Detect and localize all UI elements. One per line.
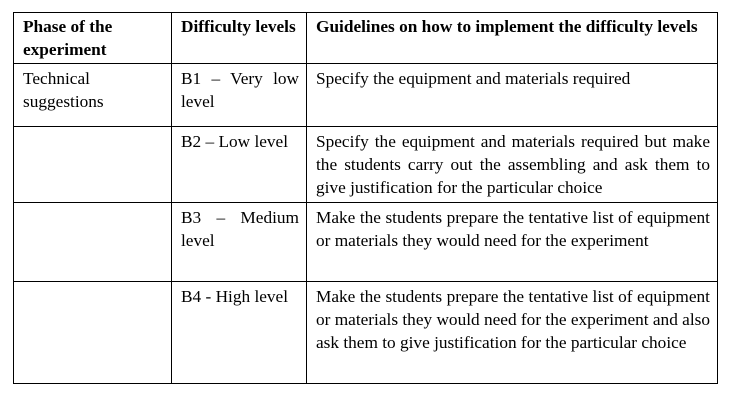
phase-cell <box>14 203 172 282</box>
table-row <box>14 282 718 384</box>
difficulty-level-cell: B1 – Very low level <box>172 64 307 127</box>
phase-cell <box>14 127 172 203</box>
difficulty-levels-table <box>13 12 718 384</box>
difficulty-level-cell: B3 – Medium level <box>172 203 307 282</box>
difficulty-level-cell: B2 – Low level <box>172 127 307 203</box>
guideline-cell: Specify the equipment and materials required <box>307 64 718 127</box>
phase-cell: Technical suggestions <box>14 64 172 127</box>
guideline-cell: Specify the equipment and materials required but make the students carry out the assembling and ask them to give justification for the particular choice <box>307 127 718 203</box>
table-row <box>14 127 718 203</box>
guideline-cell: Make the students prepare the tentative list of equipment or materials they would need for the experiment <box>307 203 718 282</box>
header-phase: Phase of the experiment <box>14 13 172 64</box>
guideline-cell: Make the students prepare the tentative list of equipment or materials they would need for the experiment and also ask them to give justification for the particular choice <box>307 282 718 384</box>
table-row <box>14 64 718 127</box>
difficulty-level-cell: B4 - High level <box>172 282 307 384</box>
header-difficulty-levels: Difficulty levels <box>172 13 307 64</box>
header-guidelines: Guidelines on how to implement the difficulty levels <box>307 13 718 64</box>
table-header-row <box>14 13 718 64</box>
table-row <box>14 203 718 282</box>
phase-cell <box>14 282 172 384</box>
